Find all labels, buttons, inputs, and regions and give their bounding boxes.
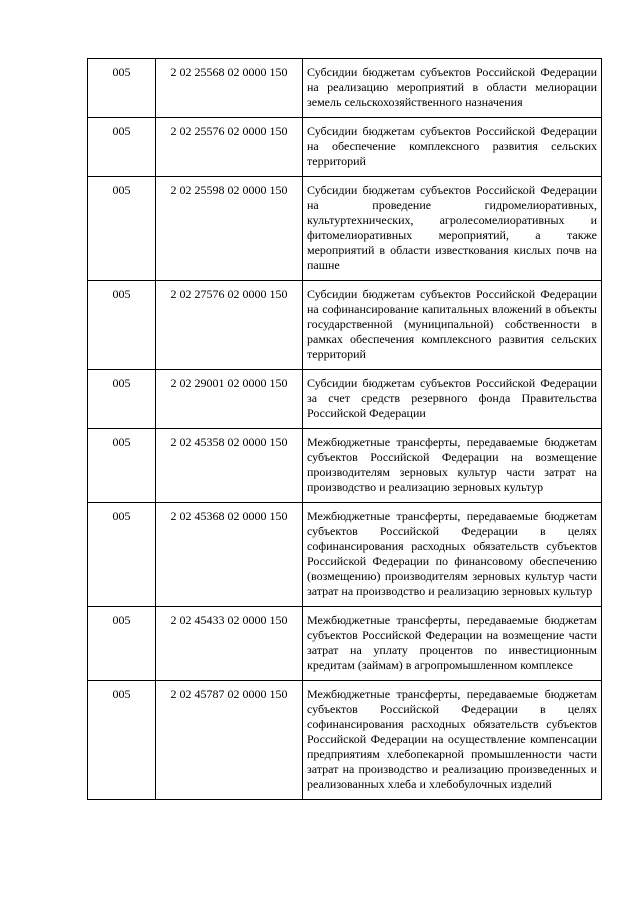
budget-classification-code-cell: 2 02 25598 02 0000 150: [156, 177, 303, 281]
revenue-name-cell: Межбюджетные трансферты, передаваемые бюджетам субъектов Российской Федерации на возмещение производителям зерновых культур части затрат на производство и реализацию зерновых культур: [303, 429, 602, 503]
budget-classification-code-cell: 2 02 25576 02 0000 150: [156, 118, 303, 177]
table-body: [88, 59, 602, 800]
admin-code-cell: 005: [88, 607, 156, 681]
budget-classification-code-cell: 2 02 45368 02 0000 150: [156, 503, 303, 607]
revenue-name-cell: Субсидии бюджетам субъектов Российской Федерации за счет средств резервного фонда Правительства Российской Федерации: [303, 370, 602, 429]
table-row: [88, 118, 602, 177]
admin-code-cell: 005: [88, 429, 156, 503]
table-row: [88, 607, 602, 681]
table-row: [88, 59, 602, 118]
budget-classification-code-cell: 2 02 45433 02 0000 150: [156, 607, 303, 681]
table-row: [88, 681, 602, 800]
revenue-name-cell: Субсидии бюджетам субъектов Российской Федерации на софинансирование капитальных вложений в объекты государственной (муниципальной) собственности в рамках обеспечения комплексного развития сельских территорий: [303, 281, 602, 370]
admin-code-cell: 005: [88, 59, 156, 118]
admin-code-cell: 005: [88, 177, 156, 281]
budget-classification-code-cell: 2 02 27576 02 0000 150: [156, 281, 303, 370]
budget-classification-code-cell: 2 02 45787 02 0000 150: [156, 681, 303, 800]
revenue-name-cell: Субсидии бюджетам субъектов Российской Федерации на реализацию мероприятий в области мелиорации земель сельскохозяйственного назначения: [303, 59, 602, 118]
budget-classification-code-cell: 2 02 29001 02 0000 150: [156, 370, 303, 429]
revenue-name-cell: Межбюджетные трансферты, передаваемые бюджетам субъектов Российской Федерации в целях софинансирования расходных обязательств субъектов Российской Федерации на осуществление компенсации предприятиям хлебопекарной промышленности части затрат на производство и реализацию произведенных и реализованных хлеба и хлебобулочных изделий: [303, 681, 602, 800]
budget-classification-code-cell: 2 02 25568 02 0000 150: [156, 59, 303, 118]
revenue-name-cell: Межбюджетные трансферты, передаваемые бюджетам субъектов Российской Федерации на возмещение части затрат на уплату процентов по инвестиционным кредитам (займам) в агропромышленном комплексе: [303, 607, 602, 681]
admin-code-cell: 005: [88, 681, 156, 800]
budget-classification-code-cell: 2 02 45358 02 0000 150: [156, 429, 303, 503]
budget-revenue-table: [87, 58, 602, 800]
revenue-name-cell: Субсидии бюджетам субъектов Российской Федерации на проведение гидромелиоративных, культуртехнических, агролесомелиоративных и фитомелиоративных мероприятий, а также мероприятий в области известкования кислых почв на пашне: [303, 177, 602, 281]
table-row: [88, 177, 602, 281]
table-row: [88, 503, 602, 607]
table-row: [88, 281, 602, 370]
admin-code-cell: 005: [88, 118, 156, 177]
admin-code-cell: 005: [88, 281, 156, 370]
admin-code-cell: 005: [88, 370, 156, 429]
revenue-name-cell: Межбюджетные трансферты, передаваемые бюджетам субъектов Российской Федерации в целях софинансирования расходных обязательств субъектов Российской Федерации по финансовому обеспечению (возмещению) производителям зерновых культур части затрат на производство и реализацию зерновых культур: [303, 503, 602, 607]
table-row: [88, 370, 602, 429]
admin-code-cell: 005: [88, 503, 156, 607]
table-row: [88, 429, 602, 503]
revenue-name-cell: Субсидии бюджетам субъектов Российской Федерации на обеспечение комплексного развития сельских территорий: [303, 118, 602, 177]
